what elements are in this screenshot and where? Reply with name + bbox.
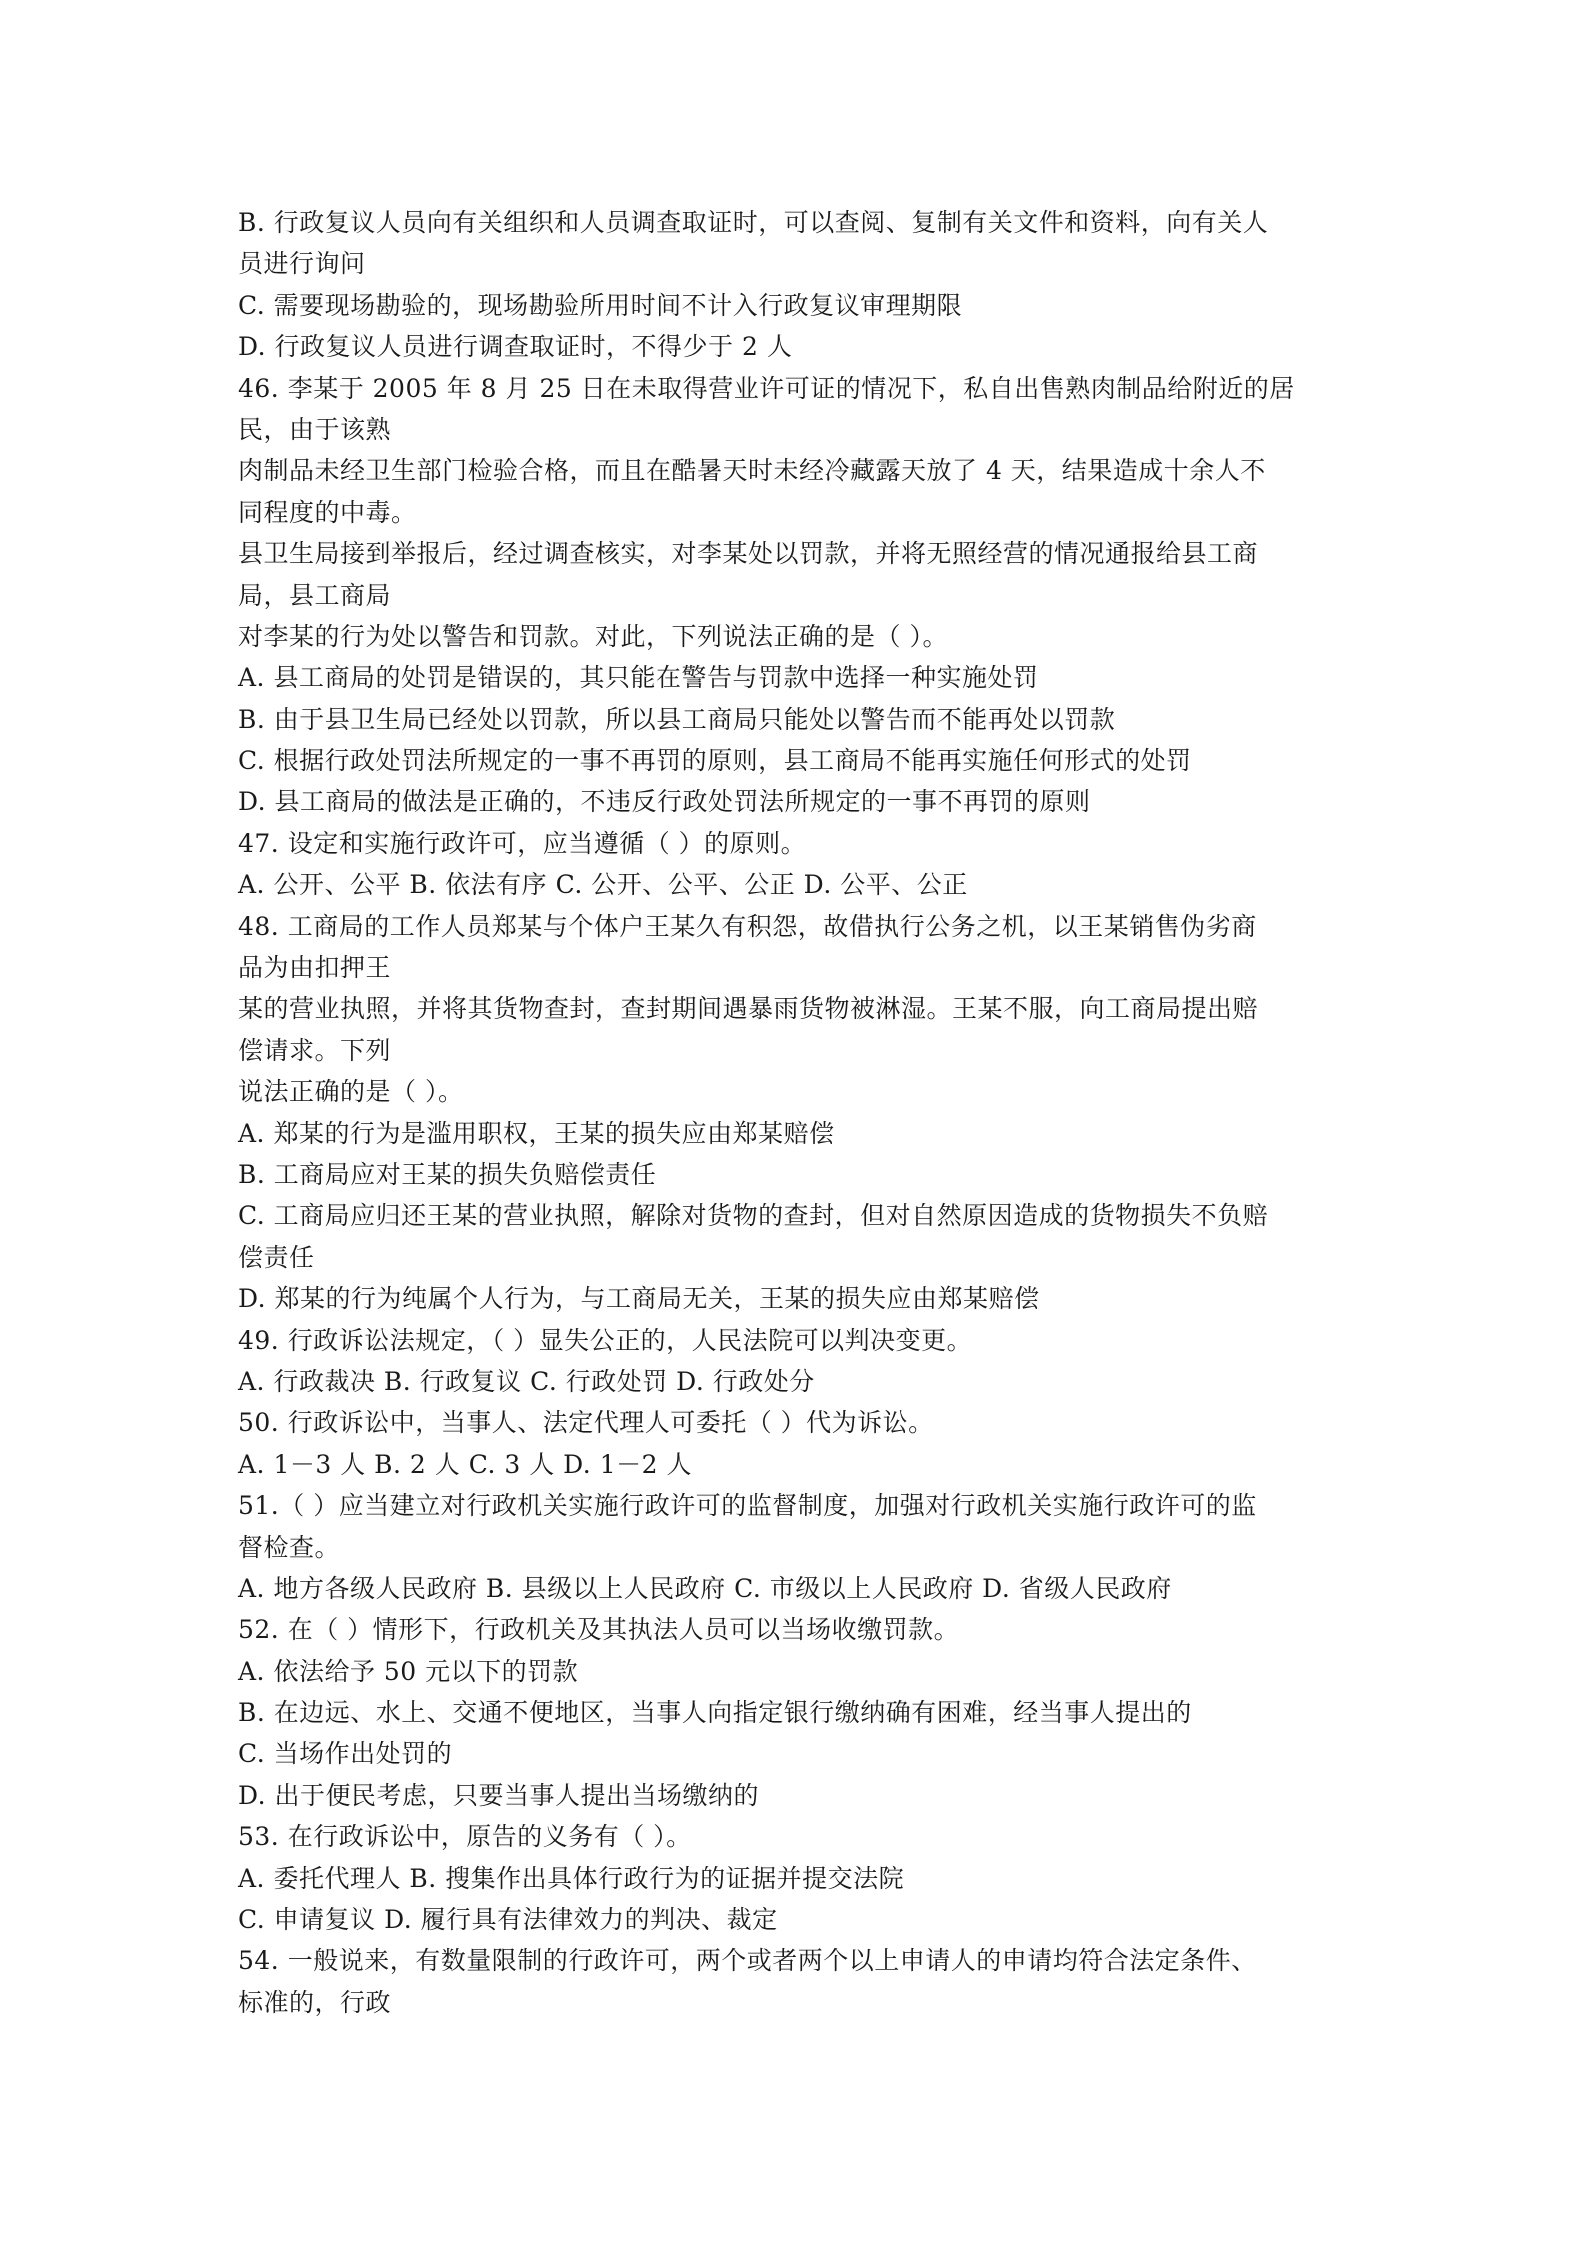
text-line: C. 工商局应归还王某的营业执照，解除对货物的查封，但对自然原因造成的货物损失不负赔: [238, 1201, 1269, 1231]
text-line: A. 依法给予 50 元以下的罚款: [238, 1656, 579, 1686]
text-line: 47. 设定和实施行政许可，应当遵循（ ）的原则。: [238, 828, 807, 858]
text-line: A. 地方各级人民政府 B. 县级以上人民政府 C. 市级以上人民政府 D. 省级人民政府: [238, 1573, 1172, 1603]
text-line: 局，县工商局: [238, 580, 392, 610]
text-line: A. 公开、公平 B. 依法有序 C. 公开、公平、公正 D. 公平、公正: [238, 870, 968, 900]
text-line: 员进行询问: [238, 249, 366, 279]
text-line: 52. 在（ ）情形下，行政机关及其执法人员可以当场收缴罚款。: [238, 1615, 960, 1645]
text-line: B. 工商局应对王某的损失负赔偿责任: [238, 1159, 657, 1189]
text-line: A. 郑某的行为是滥用职权，王某的损失应由郑某赔偿: [238, 1118, 835, 1148]
text-line: 48. 工商局的工作人员郑某与个体户王某久有积怨，故借执行公务之机，以王某销售伪劣商: [238, 911, 1257, 941]
text-line: 某的营业执照，并将其货物查封，查封期间遇暴雨货物被淋湿。王某不服，向工商局提出赔: [238, 994, 1259, 1024]
text-line: 49. 行政诉讼法规定，（ ）显失公正的，人民法院可以判决变更。: [238, 1325, 973, 1355]
text-line: 品为由扣押王: [238, 953, 392, 983]
text-line: 肉制品未经卫生部门检验合格，而且在酷暑天时未经冷藏露天放了 4 天，结果造成十余人不: [238, 456, 1266, 486]
text-line: C. 根据行政处罚法所规定的一事不再罚的原则，县工商局不能再实施任何形式的处罚: [238, 746, 1192, 776]
text-line: 偿责任: [238, 1242, 315, 1272]
text-line: 说法正确的是（ ）。: [238, 1077, 464, 1107]
text-line: 同程度的中毒。: [238, 497, 417, 527]
text-line: 46. 李某于 2005 年 8 月 25 日在未取得营业许可证的情况下，私自出售熟肉制品给附近的居: [238, 373, 1295, 403]
text-line: A. 行政裁决 B. 行政复议 C. 行政处罚 D. 行政处分: [238, 1366, 815, 1396]
text-line: C. 申请复议 D. 履行具有法律效力的判决、裁定: [238, 1905, 778, 1935]
text-line: D. 出于便民考虑，只要当事人提出当场缴纳的: [238, 1780, 760, 1810]
text-line: 51.（ ）应当建立对行政机关实施行政许可的监督制度，加强对行政机关实施行政许可的监: [238, 1491, 1257, 1521]
document-body: [238, 202, 1364, 2023]
text-line: A. 委托代理人 B. 搜集作出具体行政行为的证据并提交法院: [238, 1863, 905, 1893]
text-line: 督检查。: [238, 1532, 341, 1562]
text-line: A. 1－3 人 B. 2 人 C. 3 人 D. 1－2 人: [238, 1449, 692, 1479]
text-line: C. 当场作出处罚的: [238, 1739, 453, 1769]
text-line: 偿请求。下列: [238, 1035, 392, 1065]
text-line: C. 需要现场勘验的，现场勘验所用时间不计入行政复议审理期限: [238, 290, 963, 320]
text-line: D. 行政复议人员进行调查取证时，不得少于 2 人: [238, 332, 793, 362]
text-line: B. 由于县卫生局已经处以罚款，所以县工商局只能处以警告而不能再处以罚款: [238, 704, 1116, 734]
text-line: B. 行政复议人员向有关组织和人员调查取证时，可以查阅、复制有关文件和资料，向有关人: [238, 208, 1269, 237]
text-line: A. 县工商局的处罚是错误的，其只能在警告与罚款中选择一种实施处罚: [238, 663, 1039, 693]
text-line: 民，由于该熟: [238, 414, 392, 444]
text-line: 对李某的行为处以警告和罚款。对此，下列说法正确的是（ ）。: [238, 621, 948, 651]
text-line: D. 郑某的行为纯属个人行为，与工商局无关，王某的损失应由郑某赔偿: [238, 1284, 1040, 1314]
text-line: B. 在边远、水上、交通不便地区，当事人向指定银行缴纳确有困难，经当事人提出的: [238, 1698, 1192, 1728]
text-line: 50. 行政诉讼中，当事人、法定代理人可委托（ ）代为诉讼。: [238, 1408, 934, 1438]
text-line: 县卫生局接到举报后，经过调查核实，对李某处以罚款，并将无照经营的情况通报给县工商: [238, 539, 1259, 569]
text-line: D. 县工商局的做法是正确的，不违反行政处罚法所规定的一事不再罚的原则: [238, 787, 1091, 817]
text-line: 标准的，行政: [238, 1987, 392, 2017]
text-line: 54. 一般说来，有数量限制的行政许可，两个或者两个以上申请人的申请均符合法定条件、: [238, 1946, 1257, 1976]
text-line: 53. 在行政诉讼中，原告的义务有（ ）。: [238, 1822, 692, 1852]
